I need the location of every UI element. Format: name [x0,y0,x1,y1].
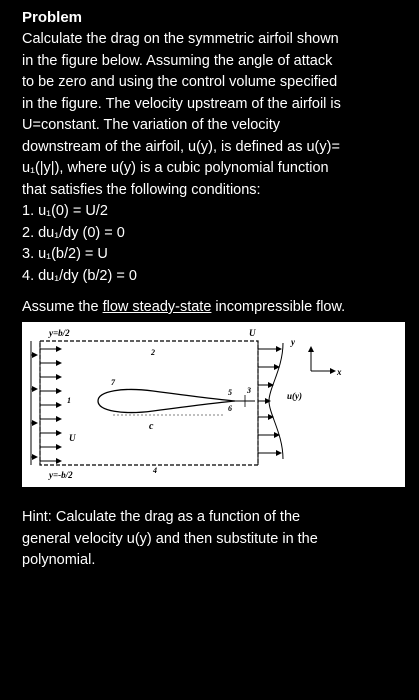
axis-y: y [291,337,295,347]
surface-7: 7 [111,378,115,387]
control-volume [40,341,258,465]
statement-line: in the figure below. Assuming the angle of attack [22,52,333,69]
hint-line: general velocity u(y) and then substitute in the [22,530,318,547]
assumption-line [22,297,402,318]
statement-line: u₁(|y|), where u(y) is a cubic polynomial function [22,160,329,176]
assume-underlined: flow steady-state [102,299,212,315]
statement-line: that satisfies the following conditions: [22,181,261,198]
surface-6: 6 [228,404,232,413]
hint-line: Hint: Calculate the drag as a function of the [22,509,301,525]
statement-line: downstream of the airfoil, u(y), is defined as u(y)= [22,138,340,155]
condition-4: 4. du₁/dy (b/2) = 0 [22,267,137,284]
surface-2: 2 [151,348,155,357]
airfoil-diagram [23,323,404,486]
downstream-profile [258,341,283,465]
hint-line: polynomial. [22,552,96,568]
label-c: c [149,421,154,432]
statement-line: to be zero and using the control volume specified [22,74,338,90]
statement-line: in the figure. The velocity upstream of the airfoil is [22,95,341,112]
label-bottom: y=-b/2 [49,470,73,480]
surface-4: 4 [153,466,157,475]
surface-5: 5 [228,388,232,397]
hint-text [22,507,402,572]
problem-title: Problem [22,9,83,26]
statement-line: Calculate the drag on the symmetric airfoil shown [22,31,339,47]
condition-1: 1. u₁(0) = U/2 [22,203,108,219]
airfoil-figure [22,322,405,487]
condition-3: 3. u₁(b/2) = U [22,246,108,262]
axis-x: x [337,367,342,377]
axes [311,347,335,371]
problem-text [22,8,402,318]
label-U-top: U [249,328,256,338]
upstream-arrows [31,341,61,465]
surface-1: 1 [67,396,71,405]
label-top: y=b/2 [49,328,70,338]
airfoil-shape [98,389,235,412]
assume-prefix: Assume the [22,299,103,315]
condition-2: 2. du₁/dy (0) = 0 [22,224,125,241]
assume-suffix: incompressible flow. [211,299,346,315]
statement-line: U=constant. The variation of the velocity [22,117,281,133]
label-U-left: U [69,433,76,443]
label-uy: u(y) [287,391,302,401]
surface-3: 3 [247,386,251,395]
